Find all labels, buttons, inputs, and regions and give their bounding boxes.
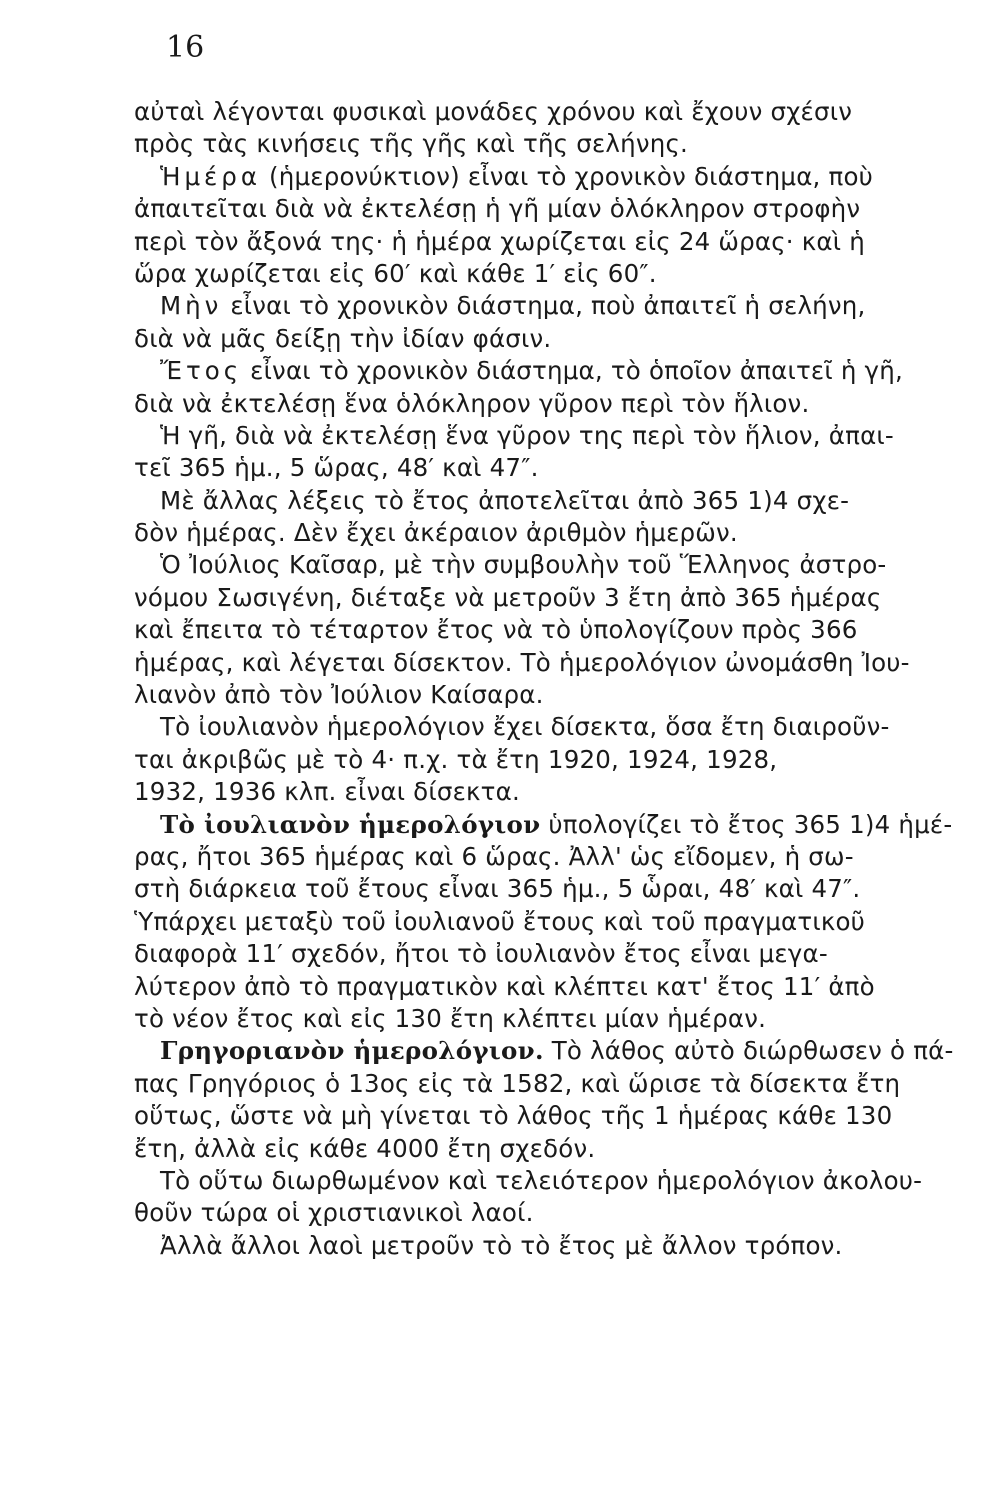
spaced-term: Ἡμέρα <box>160 161 262 191</box>
text-run: καὶ ἔπειτα τὸ τέταρτον ἔτος νὰ τὸ ὑπολογίζουν πρὸς 366 <box>134 615 858 645</box>
text-line <box>134 1230 994 1262</box>
text-line <box>134 971 994 1003</box>
text-run: (ἡμερονύκτιον) εἶναι τὸ χρονικὸν διάστημα, ποὺ <box>261 161 874 191</box>
text-run: τεῖ 365 ἡμ., 5 ὥρας, 48′ καὶ 47″. <box>134 453 539 483</box>
text-line <box>134 1035 994 1067</box>
text-line <box>134 711 994 743</box>
text-run: εἶναι τὸ χρονικὸν διάστημα, τὸ ὁποῖον ἀπαιτεῖ ἡ γῆ, <box>242 356 903 386</box>
text-line <box>134 290 994 322</box>
text-run: ἀπαιτεῖται διὰ νὰ ἐκτελέσῃ ἡ γῆ μίαν ὁλόκληρον στροφὴν <box>134 194 861 224</box>
text-run: Τὸ οὕτω διωρθωμένον καὶ τελειότερον ἡμερολόγιον ἀκολου- <box>160 1165 923 1195</box>
text-line <box>134 841 994 873</box>
text-run: ὥρα χωρίζεται εἰς 60′ καὶ κάθε 1′ εἰς 60″. <box>134 258 657 288</box>
text-run: λύτερον ἀπὸ τὸ πραγματικὸν καὶ κλέπτει κατ' ἔτος 11′ ἀπὸ <box>134 971 875 1001</box>
text-line <box>134 1133 994 1165</box>
spaced-term: Μὴν <box>160 291 223 321</box>
text-run: διὰ νὰ ἐκτελέσῃ ἕνα ὁλόκληρον γῦρον περὶ τὸν ἥλιον. <box>134 388 810 418</box>
text-line <box>134 452 994 484</box>
text-line <box>134 549 994 581</box>
text-run: πας Γρηγόριος ὁ 13ος εἰς τὰ 1582, καὶ ὥρισε τὰ δίσεκτα ἔτη <box>134 1068 901 1098</box>
text-line <box>134 614 994 646</box>
text-line <box>134 906 994 938</box>
text-run: στὴ διάρκεια τοῦ ἔτους εἶναι 365 ἡμ., 5 ὧραι, 48′ καὶ 47″. <box>134 874 861 904</box>
text-line <box>134 679 994 711</box>
text-run: διαφορὰ 11′ σχεδόν, ἤτοι τὸ ἰουλιανὸν ἔτος εἶναι μεγα- <box>134 939 828 969</box>
text-run: νόμου Σωσιγένη, διέταξε νὰ μετροῦν 3 ἔτη ἀπὸ 365 ἡμέρας <box>134 582 882 612</box>
text-run: πρὸς τὰς κινήσεις τῆς γῆς καὶ τῆς σελήνης. <box>134 129 689 159</box>
text-run: εἶναι τὸ χρονικὸν διάστημα, ποὺ ἀπαιτεῖ ἡ σελήνη, <box>222 291 866 321</box>
text-run: Ἡ γῆ, διὰ νὰ ἐκτελέσῃ ἕνα γῦρον της περὶ τὸν ἥλιον, ἀπαι- <box>160 420 894 450</box>
text-line <box>134 1068 994 1100</box>
text-run: Ὑπάρχει μεταξὺ τοῦ ἰουλιανοῦ ἔτους καὶ τοῦ πραγματικοῦ <box>134 906 866 936</box>
text-line <box>134 161 994 193</box>
text-line <box>134 582 994 614</box>
text-line <box>134 517 994 549</box>
text-run: Μὲ ἄλλας λέξεις τὸ ἔτος ἀποτελεῖται ἀπὸ 365 1)4 σχε- <box>160 485 850 515</box>
text-run: ἔτη, ἀλλὰ εἰς κάθε 4000 ἔτη σχεδόν. <box>134 1133 596 1163</box>
text-line <box>134 647 994 679</box>
bold-heading-term: Γρηγοριανὸν ἡμερολόγιον. <box>160 1036 544 1066</box>
text-run: Τὸ ἰουλιανὸν ἡμερολόγιον ἔχει δίσεκτα, ὅσα ἔτη διαιροῦν- <box>160 712 890 742</box>
text-line <box>134 938 994 970</box>
text-run: θοῦν τώρα οἱ χριστιανικοὶ λαοί. <box>134 1198 534 1228</box>
text-line <box>134 809 994 841</box>
text-run: 1932, 1936 κλπ. εἶναι δίσεκτα. <box>134 777 520 807</box>
page-number: 16 <box>166 30 205 65</box>
text-line <box>134 1165 994 1197</box>
text-line <box>134 1197 994 1229</box>
text-run: Ἀλλὰ ἄλλοι λαοὶ μετροῦν τὸ τὸ ἔτος μὲ ἄλλον τρόπον. <box>160 1230 843 1260</box>
text-line <box>134 744 994 776</box>
text-run: ται ἀκριβῶς μὲ τὸ 4· π.χ. τὰ ἔτη 1920, 1924, 1928, <box>134 744 778 774</box>
text-run: λιανὸν ἀπὸ τὸν Ἰούλιον Καίσαρα. <box>134 680 544 710</box>
text-line <box>134 323 994 355</box>
text-line <box>134 258 994 290</box>
text-line <box>134 226 994 258</box>
text-line <box>134 128 994 160</box>
text-run: περὶ τὸν ἄξονά της· ἡ ἡμέρα χωρίζεται εἰς 24 ὥρας· καὶ ἡ <box>134 226 865 256</box>
text-run: δὸν ἡμέρας. Δὲν ἔχει ἀκέραιον ἀριθμὸν ἡμερῶν. <box>134 518 738 548</box>
text-line <box>134 388 994 420</box>
text-run: ὑπολογίζει τὸ ἔτος 365 1)4 ἡμέ- <box>540 809 953 839</box>
text-run: οὕτως, ὥστε νὰ μὴ γίνεται τὸ λάθος τῆς 1 ἡμέρας κάθε 130 <box>134 1101 893 1131</box>
body-text <box>134 96 994 1262</box>
bold-heading-term: Τὸ ἰουλιανὸν ἡμερολόγιον <box>160 809 541 839</box>
text-run: τὸ νέον ἔτος καὶ εἰς 130 ἔτη κλέπτει μίαν ἡμέραν. <box>134 1003 767 1033</box>
text-line <box>134 96 994 128</box>
text-run: αὐταὶ λέγονται φυσικαὶ μονάδες χρόνου καὶ ἔχουν σχέσιν <box>134 97 853 126</box>
text-line <box>134 873 994 905</box>
text-run: ρας, ἤτοι 365 ἡμέρας καὶ 6 ὥρας. Ἀλλ' ὡς εἴδομεν, ἡ σω- <box>134 841 854 871</box>
text-line <box>134 1100 994 1132</box>
text-line <box>134 776 994 808</box>
text-line <box>134 420 994 452</box>
text-run: Τὸ λάθος αὐτὸ διώρθωσεν ὁ πά- <box>543 1036 954 1066</box>
text-line <box>134 485 994 517</box>
text-line <box>134 193 994 225</box>
text-run: ἡμέρας, καὶ λέγεται δίσεκτον. Τὸ ἡμερολόγιον ὠνομάσθη Ἰου- <box>134 647 910 677</box>
text-run: διὰ νὰ μᾶς δείξῃ τὴν ἰδίαν φάσιν. <box>134 323 552 353</box>
text-line <box>134 1003 994 1035</box>
spaced-term: Ἔτος <box>160 356 243 386</box>
text-run: Ὁ Ἰούλιος Καῖσαρ, μὲ τὴν συμβουλὴν τοῦ Ἕλληνος ἀστρο- <box>160 550 887 580</box>
text-line <box>134 355 994 387</box>
